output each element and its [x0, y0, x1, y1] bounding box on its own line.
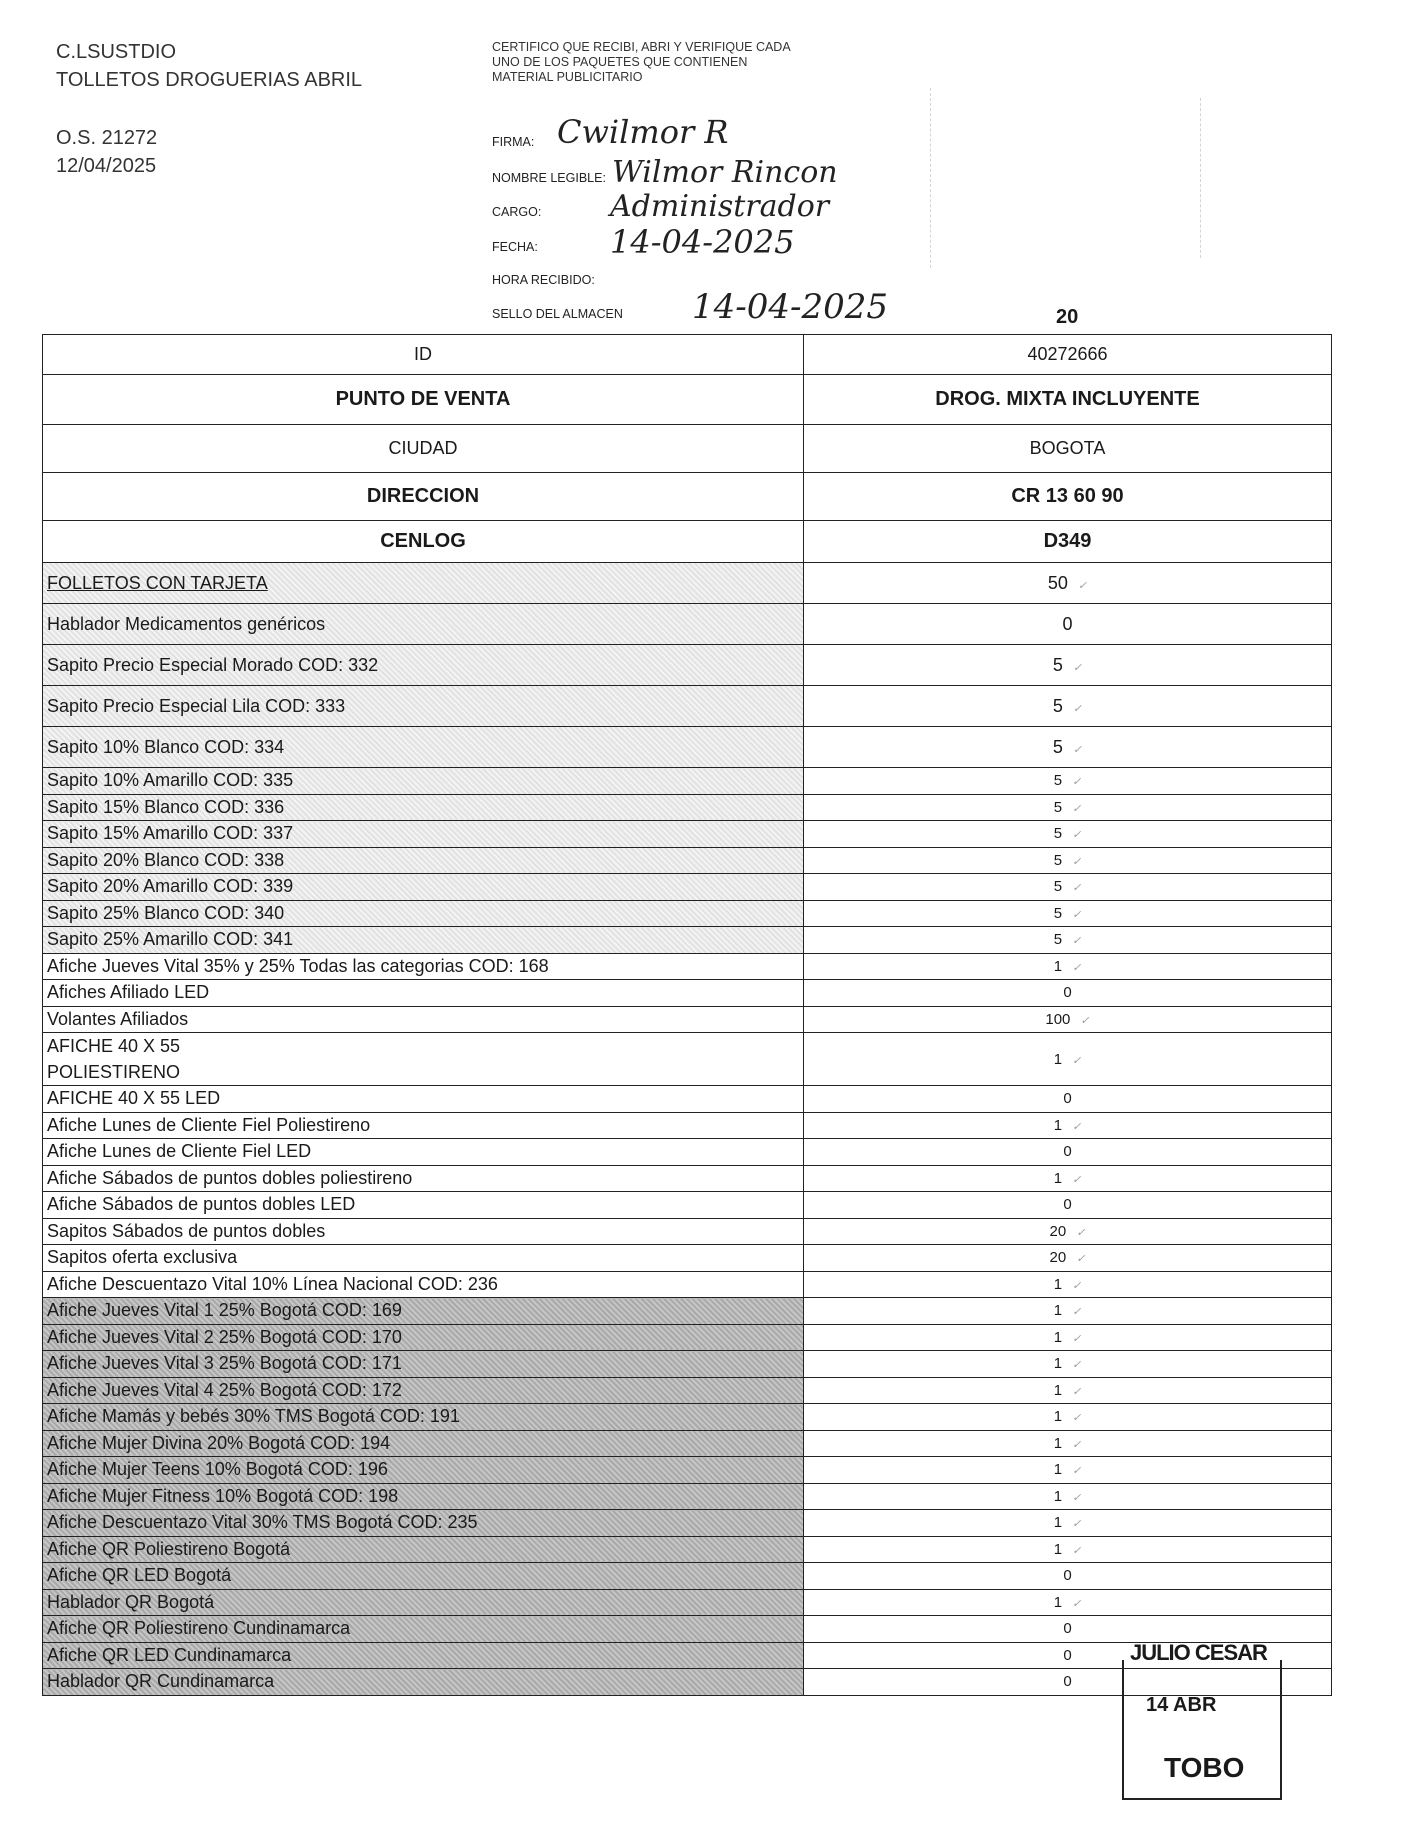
item-label-text: AFICHE 40 X 55 LED	[47, 1088, 221, 1109]
item-qty	[804, 900, 1332, 927]
item-qty	[804, 1377, 1332, 1404]
item-label-text: Sapitos oferta exclusiva	[47, 1247, 238, 1268]
item-qty	[804, 874, 1332, 901]
check-mark-icon: ✓	[1072, 908, 1082, 921]
item-label-text: Afiche QR LED Cundinamarca	[47, 1644, 292, 1665]
item-label-text: Afiche Mujer Fitness 10% Bogotá COD: 198	[47, 1485, 399, 1506]
item-row	[43, 604, 1332, 645]
item-label-text: Afiche Jueves Vital 3 25% Bogotá COD: 171	[47, 1353, 402, 1374]
check-mark-icon: ✓	[1072, 1518, 1082, 1531]
item-label-text: Afiche Jueves Vital 1 25% Bogotá COD: 169	[47, 1300, 402, 1321]
item-qty-value: 0	[1063, 1196, 1072, 1214]
item-label-text: Afiches Afiliado LED	[47, 982, 210, 1003]
item-qty	[804, 1112, 1332, 1139]
item-label-text: Afiche Sábados de puntos dobles poliestireno	[47, 1167, 413, 1188]
item-qty-value: 1	[1053, 1169, 1063, 1187]
check-mark-icon: ✓	[1072, 1332, 1082, 1345]
item-label-text: Hablador QR Cundinamarca	[47, 1671, 275, 1692]
item-qty-value: 0	[1063, 1567, 1072, 1585]
campaign-title: TOLLETOS DROGUERIAS ABRIL	[56, 69, 363, 91]
stamp-name: TOBO	[1164, 1752, 1245, 1783]
check-mark-icon: ✓	[1072, 776, 1082, 789]
item-row	[43, 1404, 1332, 1431]
item-qty	[804, 1139, 1332, 1166]
item-label	[43, 1669, 804, 1696]
item-row	[43, 563, 1332, 604]
item-qty	[804, 1165, 1332, 1192]
check-mark-icon: ✓	[1072, 1306, 1082, 1319]
item-row	[43, 1483, 1332, 1510]
item-qty-value: 1	[1053, 1487, 1063, 1505]
item-row	[43, 727, 1332, 768]
info-value: 40272666	[804, 335, 1332, 375]
item-qty-value: 1	[1053, 1355, 1063, 1373]
item-row	[43, 1139, 1332, 1166]
check-mark-icon: ✓	[1072, 829, 1082, 842]
item-row	[43, 1298, 1332, 1325]
item-qty	[804, 794, 1332, 821]
info-value: D349	[804, 521, 1332, 563]
item-label-text: Sapito Precio Especial Morado COD: 332	[47, 654, 379, 675]
item-row	[43, 980, 1332, 1007]
item-qty	[804, 1033, 1332, 1086]
check-mark-icon: ✓	[1072, 1465, 1082, 1478]
item-label-text: Afiche Mujer Teens 10% Bogotá COD: 196	[47, 1459, 388, 1480]
check-mark-icon: ✓	[1072, 1279, 1082, 1292]
info-label: ID	[43, 335, 804, 375]
item-label-text: Afiche Jueves Vital 4 25% Bogotá COD: 172	[47, 1379, 402, 1400]
nombre-label: NOMBRE LEGIBLE:	[492, 171, 606, 185]
item-label	[43, 727, 804, 768]
check-mark-icon: ✓	[1072, 935, 1082, 948]
item-row	[43, 1510, 1332, 1537]
item-qty	[804, 1563, 1332, 1590]
item-label-text: Sapito 10% Blanco COD: 334	[47, 736, 285, 757]
item-label	[43, 821, 804, 848]
item-row	[43, 1616, 1332, 1643]
item-qty	[804, 980, 1332, 1007]
check-mark-icon: ✓	[1072, 1438, 1082, 1451]
item-label-text: Volantes Afiliados	[47, 1008, 189, 1029]
item-qty	[804, 1006, 1332, 1033]
item-qty-value: 0	[1063, 1646, 1072, 1664]
info-row	[43, 375, 1332, 425]
item-label-text: Afiche Sábados de puntos dobles LED	[47, 1194, 356, 1215]
item-row	[43, 900, 1332, 927]
copy-count: 20	[1056, 306, 1079, 328]
item-label	[43, 980, 804, 1007]
fecha-value: 14-04-2025	[610, 223, 795, 261]
item-label	[43, 1536, 804, 1563]
item-qty	[804, 686, 1332, 727]
item-qty-value: 1	[1053, 1302, 1063, 1320]
faded-stamp-area	[930, 88, 1230, 288]
item-qty-value: 5	[1053, 798, 1063, 816]
item-row	[43, 794, 1332, 821]
check-mark-icon: ✓	[1072, 702, 1083, 715]
item-row	[43, 1563, 1332, 1590]
info-value: DROG. MIXTA INCLUYENTE	[804, 375, 1332, 425]
item-qty	[804, 847, 1332, 874]
info-value: CR 13 60 90	[804, 473, 1332, 521]
item-row	[43, 1589, 1332, 1616]
item-qty-value: 1	[1053, 1116, 1063, 1134]
item-label	[43, 1192, 804, 1219]
item-label	[43, 874, 804, 901]
item-label-text: Afiche Mamás y bebés 30% TMS Bogotá COD: 191	[47, 1406, 460, 1427]
check-mark-icon: ✓	[1076, 1253, 1086, 1266]
item-qty-value: 20	[1049, 1249, 1067, 1267]
item-label-text: FOLLETOS CON TARJETA	[47, 572, 268, 593]
item-qty	[804, 1245, 1332, 1272]
item-label-text: Hablador QR Bogotá	[47, 1591, 215, 1612]
check-mark-icon: ✓	[1072, 1385, 1082, 1398]
check-mark-icon: ✓	[1072, 1491, 1082, 1504]
item-qty	[804, 953, 1332, 980]
item-qty	[804, 1510, 1332, 1537]
item-label	[43, 1430, 804, 1457]
item-row	[43, 1271, 1332, 1298]
item-label	[43, 1351, 804, 1378]
item-label	[43, 1139, 804, 1166]
item-qty-value: 5	[1053, 772, 1063, 790]
item-row	[43, 1536, 1332, 1563]
item-label-text: Sapito 15% Blanco COD: 336	[47, 796, 285, 817]
item-qty	[804, 1351, 1332, 1378]
check-mark-icon: ✓	[1072, 961, 1082, 974]
item-row	[43, 768, 1332, 795]
item-label	[43, 1298, 804, 1325]
check-mark-icon: ✓	[1076, 1226, 1086, 1239]
item-label-text: Afiche Jueves Vital 2 25% Bogotá COD: 170	[47, 1326, 402, 1347]
item-qty-value: 0	[1063, 984, 1072, 1002]
item-qty-value: 0	[1063, 1090, 1072, 1108]
item-label	[43, 1377, 804, 1404]
firma-label: FIRMA:	[492, 135, 535, 149]
item-qty-value: 20	[1049, 1222, 1067, 1240]
item-qty-value: 0	[1063, 1143, 1072, 1161]
item-row	[43, 1192, 1332, 1219]
check-mark-icon: ✓	[1072, 1544, 1082, 1557]
item-label-text: Afiche Jueves Vital 35% y 25% Todas las categorias COD: 168	[47, 955, 549, 976]
item-label	[43, 794, 804, 821]
os-number: O.S. 21272	[56, 127, 158, 149]
item-row	[43, 1324, 1332, 1351]
item-label-text: Sapito 25% Amarillo COD: 341	[47, 929, 294, 950]
item-qty	[804, 1298, 1332, 1325]
item-qty	[804, 1483, 1332, 1510]
item-label-text: Afiche QR Poliestireno Cundinamarca	[47, 1618, 351, 1639]
item-label-text: Afiche Descuentazo Vital 10% Línea Nacional COD: 236	[47, 1273, 498, 1294]
item-row	[43, 1086, 1332, 1113]
item-qty-value: 0	[1063, 1620, 1072, 1638]
item-label	[43, 1165, 804, 1192]
order-date: 12/04/2025	[56, 155, 157, 177]
item-label-text: Sapito 25% Blanco COD: 340	[47, 902, 285, 923]
check-mark-icon: ✓	[1072, 661, 1083, 674]
item-label	[43, 900, 804, 927]
item-label-text: Afiche Mujer Divina 20% Bogotá COD: 194	[47, 1432, 391, 1453]
check-mark-icon: ✓	[1077, 579, 1088, 592]
header-left	[56, 38, 362, 180]
item-qty	[804, 1324, 1332, 1351]
item-label	[43, 1616, 804, 1643]
item-qty	[804, 1616, 1332, 1643]
item-qty	[804, 1404, 1332, 1431]
item-row	[43, 686, 1332, 727]
stamp-name-top: JULIO CESAR	[1130, 1640, 1267, 1665]
check-mark-icon: ✓	[1072, 1412, 1082, 1425]
check-mark-icon: ✓	[1072, 802, 1082, 815]
item-qty-value: 1	[1053, 1381, 1063, 1399]
item-qty	[804, 1192, 1332, 1219]
item-label	[43, 1271, 804, 1298]
item-qty	[804, 1589, 1332, 1616]
item-qty-value: 1	[1053, 1275, 1063, 1293]
item-label	[43, 1642, 804, 1669]
item-qty	[804, 768, 1332, 795]
cargo-label: CARGO:	[492, 205, 542, 219]
item-label	[43, 1589, 804, 1616]
item-row	[43, 874, 1332, 901]
item-qty-value: 1	[1053, 1514, 1063, 1532]
item-qty	[804, 1086, 1332, 1113]
nombre-value: Wilmor Rincon	[612, 155, 838, 190]
check-mark-icon: ✓	[1072, 1359, 1082, 1372]
item-label-text: Afiche Descuentazo Vital 30% TMS Bogotá COD: 235	[47, 1512, 478, 1533]
item-qty-value: 1	[1053, 1408, 1063, 1426]
item-label	[43, 927, 804, 954]
item-qty-value: 5	[1053, 878, 1063, 896]
item-label	[43, 686, 804, 727]
item-label-text: Sapito 10% Amarillo COD: 335	[47, 770, 294, 791]
stamp-date: 14 ABR	[1146, 1694, 1217, 1716]
item-row	[43, 1112, 1332, 1139]
item-qty	[804, 604, 1332, 645]
item-row	[43, 821, 1332, 848]
item-qty-value: 0	[1063, 1673, 1072, 1691]
item-label	[43, 1086, 804, 1113]
item-qty	[804, 1457, 1332, 1484]
item-qty-value: 0	[1062, 613, 1073, 634]
item-qty	[804, 1271, 1332, 1298]
item-label-text: Afiche Lunes de Cliente Fiel LED	[47, 1141, 312, 1162]
item-row	[43, 1351, 1332, 1378]
item-label	[43, 847, 804, 874]
item-label	[43, 563, 804, 604]
item-qty-value: 1	[1053, 1050, 1063, 1068]
item-row	[43, 1218, 1332, 1245]
item-qty	[804, 563, 1332, 604]
item-label	[43, 1563, 804, 1590]
info-row	[43, 521, 1332, 563]
item-qty-value: 5	[1052, 654, 1063, 675]
item-label	[43, 604, 804, 645]
items-table	[42, 334, 1332, 1696]
item-qty-value: 5	[1053, 851, 1063, 869]
sello-label: SELLO DEL ALMACEN	[492, 307, 623, 321]
item-row	[43, 1006, 1332, 1033]
item-qty	[804, 1218, 1332, 1245]
item-label-text: Sapito 20% Blanco COD: 338	[47, 849, 285, 870]
check-mark-icon: ✓	[1072, 743, 1083, 756]
firma-signature: Cwilmor R	[557, 113, 729, 151]
check-mark-icon: ✓	[1072, 1120, 1082, 1133]
item-label-text: Sapito Precio Especial Lila COD: 333	[47, 695, 346, 716]
item-label	[43, 1006, 804, 1033]
hora-label: HORA RECIBIDO:	[492, 273, 595, 287]
fecha-label: FECHA:	[492, 240, 538, 254]
item-label	[43, 1112, 804, 1139]
item-row	[43, 1033, 1332, 1086]
info-row	[43, 425, 1332, 473]
item-row	[43, 1245, 1332, 1272]
certification-text: CERTIFICO QUE RECIBI, ABRI Y VERIFIQUE CADA UNO DE LOS PAQUETES QUE CONTIENEN MATERIAL PUBLICITARIO	[492, 40, 790, 84]
item-qty-value: 1	[1053, 1461, 1063, 1479]
item-label-text: Afiche QR LED Bogotá	[47, 1565, 232, 1586]
check-mark-icon: ✓	[1072, 1054, 1082, 1067]
client-line: C.LSUSTDIO	[56, 41, 177, 63]
item-qty	[804, 821, 1332, 848]
item-qty-value: 5	[1053, 904, 1063, 922]
item-row	[43, 1165, 1332, 1192]
info-label: PUNTO DE VENTA	[43, 375, 804, 425]
info-row	[43, 473, 1332, 521]
item-label	[43, 1324, 804, 1351]
info-label: DIRECCION	[43, 473, 804, 521]
item-qty-value: 1	[1053, 1328, 1063, 1346]
item-qty-value: 100	[1045, 1010, 1071, 1028]
item-label-text: Afiche Lunes de Cliente Fiel Poliestireno	[47, 1114, 371, 1135]
item-label	[43, 953, 804, 980]
item-qty	[804, 1536, 1332, 1563]
item-qty-value: 1	[1053, 1593, 1063, 1611]
item-label	[43, 1404, 804, 1431]
item-row	[43, 1457, 1332, 1484]
item-label	[43, 1483, 804, 1510]
item-qty-value: 5	[1053, 931, 1063, 949]
item-row	[43, 645, 1332, 686]
item-qty-value: 1	[1053, 1540, 1063, 1558]
item-qty	[804, 645, 1332, 686]
item-label-text: Sapitos Sábados de puntos dobles	[47, 1220, 326, 1241]
item-row	[43, 927, 1332, 954]
item-qty	[804, 1430, 1332, 1457]
item-qty-value: 1	[1053, 957, 1063, 975]
item-qty	[804, 727, 1332, 768]
item-label	[43, 1033, 804, 1086]
item-label-text: Hablador Medicamentos genéricos	[47, 613, 326, 634]
item-row	[43, 953, 1332, 980]
item-label-line1: AFICHE 40 X 55	[47, 1036, 181, 1056]
check-mark-icon: ✓	[1072, 855, 1082, 868]
item-label	[43, 768, 804, 795]
info-row	[43, 335, 1332, 375]
item-row	[43, 1377, 1332, 1404]
item-qty-value: 5	[1052, 736, 1063, 757]
cargo-value: Administrador	[610, 189, 830, 224]
item-qty-value: 50	[1047, 572, 1068, 593]
item-qty	[804, 927, 1332, 954]
info-label: CENLOG	[43, 521, 804, 563]
item-row	[43, 1430, 1332, 1457]
item-label	[43, 1510, 804, 1537]
check-mark-icon: ✓	[1072, 882, 1082, 895]
item-label	[43, 645, 804, 686]
check-mark-icon: ✓	[1072, 1597, 1082, 1610]
check-mark-icon: ✓	[1080, 1014, 1090, 1027]
item-label	[43, 1245, 804, 1272]
item-label-text: Sapito 15% Amarillo COD: 337	[47, 823, 294, 844]
item-qty-value: 5	[1052, 695, 1063, 716]
item-label	[43, 1218, 804, 1245]
item-qty-value: 1	[1053, 1434, 1063, 1452]
info-label: CIUDAD	[43, 425, 804, 473]
sello-value: 14-04-2025	[692, 287, 889, 327]
item-label-text: Sapito 20% Amarillo COD: 339	[47, 876, 294, 897]
item-qty-value: 5	[1053, 825, 1063, 843]
check-mark-icon: ✓	[1072, 1173, 1082, 1186]
item-label-line2: POLIESTIRENO	[47, 1062, 181, 1082]
item-label-text: Afiche QR Poliestireno Bogotá	[47, 1538, 291, 1559]
info-value: BOGOTA	[804, 425, 1332, 473]
item-label	[43, 1457, 804, 1484]
item-row	[43, 847, 1332, 874]
